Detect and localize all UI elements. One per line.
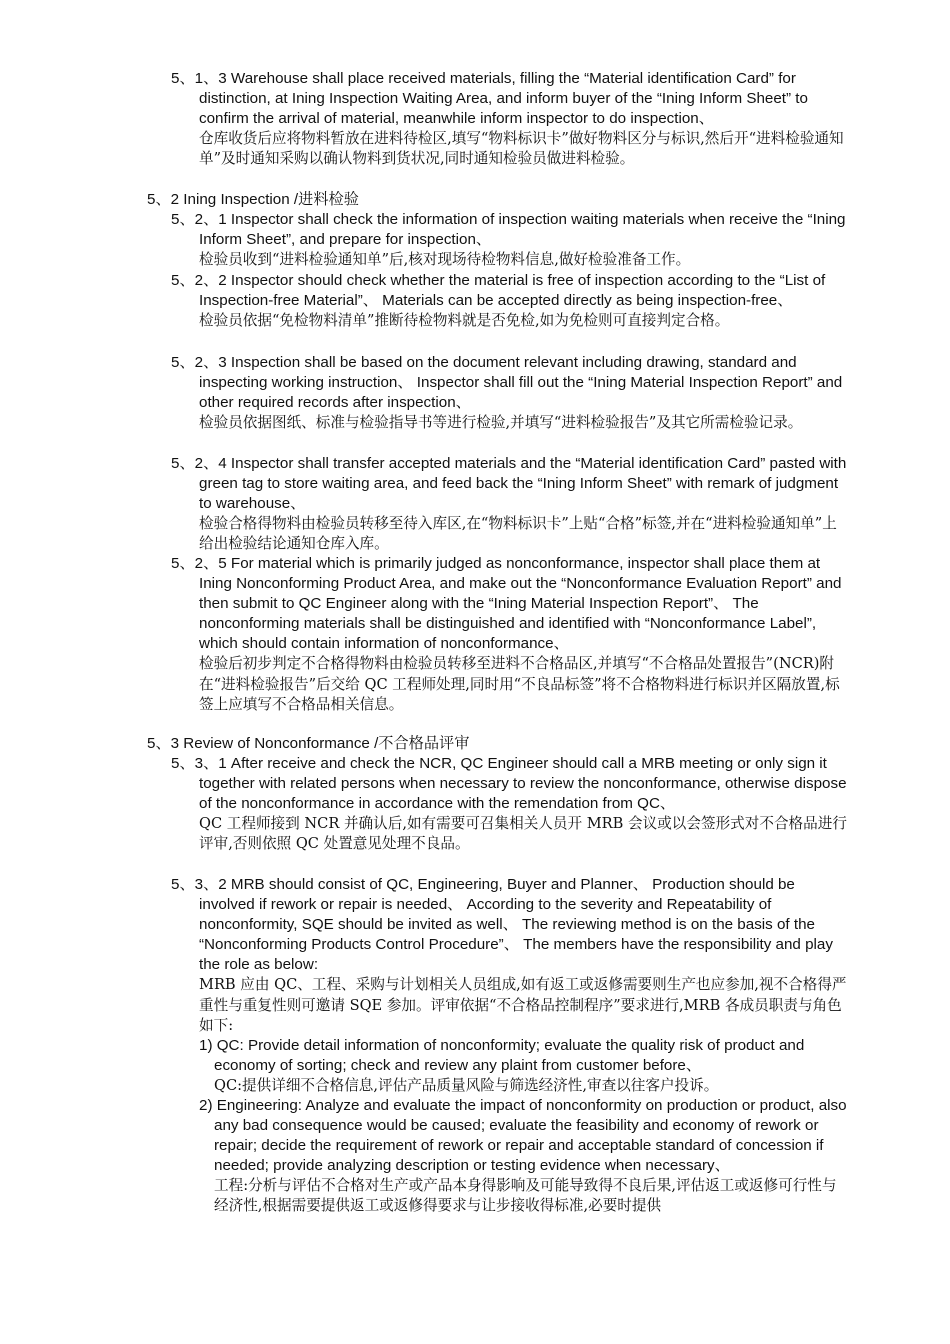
clause-5-2-5-chinese: 检验后初步判定不合格得物料由检验员转移至进料不合格品区,并填写“不合格品处置报告”(NCR)附在“进料检验报告”后交给 QC 工程师处理,同时用“不良品标签”将不合格物料进行标识并区隔放置,标签上应填写不合格品相关信息。 [199, 655, 840, 713]
clause-5-2-4-english: 5、2、4 Inspector shall transfer accepted materials and the “Material identification Card” pasted with green tag to store waiting area, and feed back the “Ining Inform Sheet” with remark of judgment to warehouse、 [171, 455, 847, 513]
section-5-3-heading: 5、3 Review of Nonconformance /不合格品评审 [147, 735, 470, 752]
mrb-role-qc-english: 1) QC: Provide detail information of nonconformity; evaluate the quality risk of product and economy of sorting; check and review any plaint from customer before、 [199, 1037, 805, 1075]
clause-5-1-3-chinese: 仓库收货后应将物料暂放在进料待检区,填写“物料标识卡”做好物料区分与标识,然后开“进料检验通知单”及时通知采购以确认物料到货状况,同时通知检验员做进料检验。 [199, 130, 844, 168]
clause-5-2-3 [171, 353, 847, 433]
mrb-role-engineering-chinese: 工程:分析与评估不合格对生产或产品本身得影响及可能导致得不良后果,评估返工或返修可行性与经济性,根据需要提供返工或返修得要求与让步接收得标准,必要时提供 [214, 1177, 837, 1215]
clause-5-2-2-english: 5、2、2 Inspector should check whether the material is free of inspection according to the “List of Inspection-free Material”、 Materials can be accepted directly as being inspection-free、 [171, 272, 826, 310]
clause-5-1-3 [171, 69, 847, 169]
clause-5-2-4-chinese: 检验合格得物料由检验员转移至待入库区,在“物料标识卡”上贴“合格”标签,并在“进料检验通知单”上给出检验结论通知仓库入库。 [199, 515, 837, 553]
clause-5-2-5-english: 5、2、5 For material which is primarily judged as nonconformance, inspector shall place them at Ining Nonconforming Product Area, and make out the “Nonconformance Evaluation Report” and then submit to QC Engineer along with the “Ining Material Inspection Report”、 The nonconforming materials shall be distinguished and identified with “Nonconformance Label”, which should contain information of nonconformance、 [171, 555, 842, 653]
clause-5-3-2-english: 5、3、2 MRB should consist of QC, Engineering, Buyer and Planner、 Production should be involved if rework or repair is needed、 According to the severity and Repeatability of nonconformity, SQE should be invited as well、 The reviewing method is on the basis of the “Nonconforming Products Control Procedure”、 The members have the responsibility and play the role as below: [171, 876, 833, 974]
clause-5-2-3-english: 5、2、3 Inspection shall be based on the document relevant including drawing, standard and inspecting working instruction、 Inspector shall fill out the “Ining Material Inspection Report” and other required records after inspection、 [171, 354, 843, 412]
clause-5-1-3-english: 5、1、3 Warehouse shall place received materials, filling the “Material identification Card” for distinction, at Ining Inspection Waiting Area, and inform buyer of the “Ining Inform Sheet” to confirm the arrival of material, meanwhile inform inspector to do inspection、 [171, 70, 808, 128]
clause-5-2-2 [171, 271, 847, 331]
clause-5-3-1-chinese: QC 工程师接到 NCR 并确认后,如有需要可召集相关人员开 MRB 会议或以会签形式对不合格品进行评审,否则依照 QC 处置意见处理不良品。 [199, 815, 847, 853]
clause-5-3-1-english: 5、3、1 After receive and check the NCR, QC Engineer should call a MRB meeting or only sign it together with related persons when necessary to review the nonconformance, otherwise dispose of the nonconformance in accordance with the remendation from QC、 [171, 755, 847, 813]
mrb-role-qc [199, 1036, 847, 1096]
clause-5-2-1 [171, 210, 847, 270]
section-5-2-heading: 5、2 Ining Inspection /进料检验 [147, 191, 359, 208]
clause-5-2-3-chinese: 检验员依据图纸、标准与检验指导书等进行检验,并填写“进料检验报告”及其它所需检验记录。 [199, 414, 803, 432]
clause-5-3-2 [171, 875, 847, 1036]
mrb-role-engineering-english: 2) Engineering: Analyze and evaluate the impact of nonconformity on production or product, also any bad consequence would be caused; evaluate the feasibility and economy of rework or repair; decide the requirement of rework or repair and acceptable standard of concession if needed; provide analyzing description or testing evidence when necessary、 [199, 1097, 847, 1175]
mrb-role-engineering [199, 1096, 847, 1217]
clause-5-2-1-chinese: 检验员收到“进料检验通知单”后,核对现场待检物料信息,做好检验准备工作。 [199, 251, 691, 269]
clause-5-2-4 [171, 454, 847, 554]
clause-5-2-1-english: 5、2、1 Inspector shall check the information of inspection waiting materials when receive the “Ining Inform Sheet”, and prepare for inspection、 [171, 211, 846, 249]
mrb-role-qc-chinese: QC:提供详细不合格信息,评估产品质量风险与筛选经济性,审查以往客户投诉。 [214, 1077, 719, 1095]
clause-5-2-2-chinese: 检验员依据“免检物料清单”推断待检物料就是否免检,如为免检则可直接判定合格。 [199, 312, 730, 330]
clause-5-3-2-chinese: MRB 应由 QC、工程、采购与计划相关人员组成,如有返工或返修需要则生产也应参加,视不合格得严重性与重复性则可邀请 SQE 参加。评审依据“不合格品控制程序”要求进行,MRB 各成员职责与角色如下: [199, 976, 847, 1034]
clause-5-3-1 [171, 754, 847, 854]
clause-5-2-5 [171, 554, 847, 715]
